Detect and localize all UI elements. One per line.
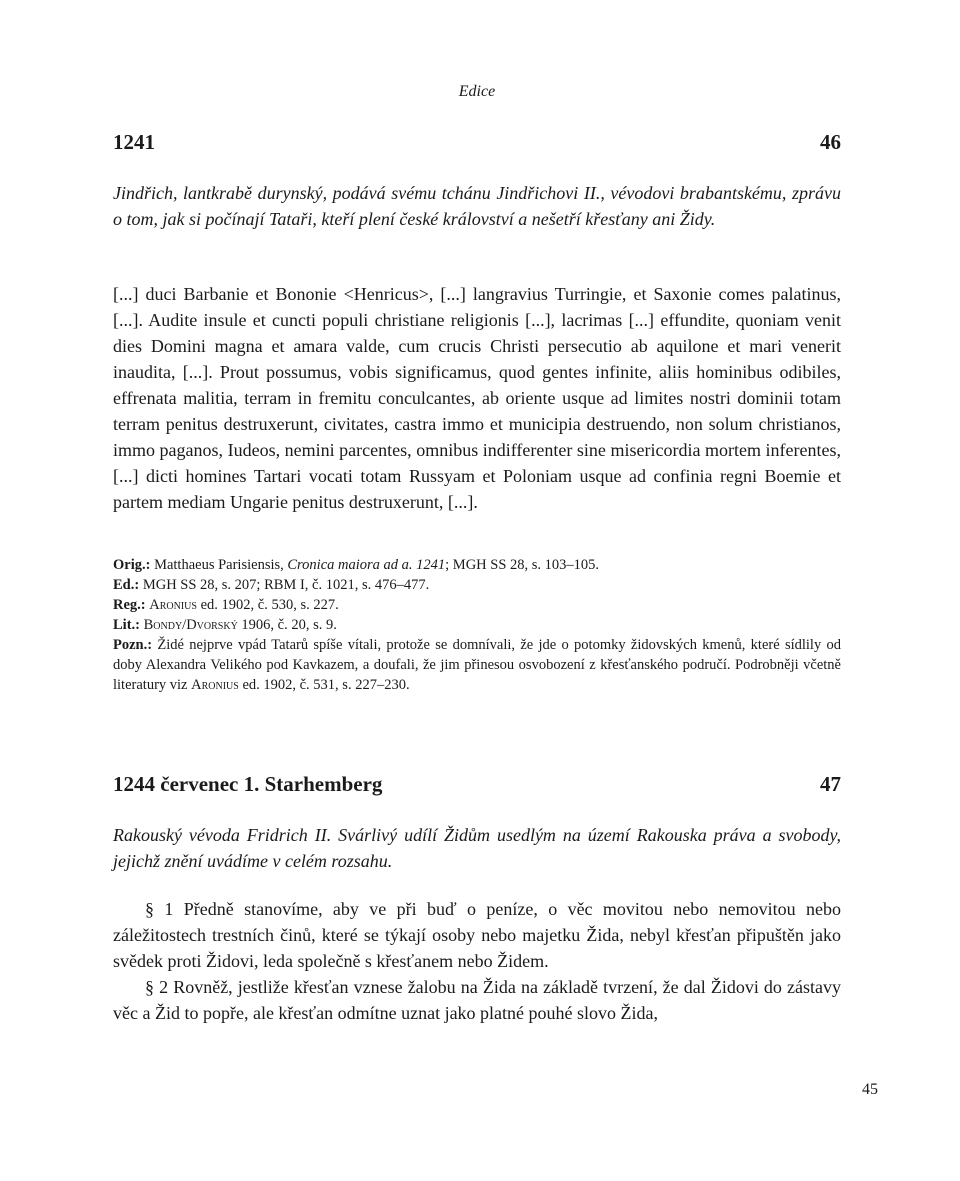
entry-46-number: 46 xyxy=(820,130,841,154)
entry-47-text xyxy=(113,896,841,1026)
apparatus-orig xyxy=(113,555,841,575)
page-content xyxy=(113,0,841,1181)
entry-47-regest: Rakouský vévoda Fridrich II. Svárlivý udílí Židům usedlým na území Rakouska práva a svobody, jejichž znění uvádíme v celém rozsahu. xyxy=(113,825,841,871)
apparatus-pozn-post: ed. 1902, č. 531, s. 227–230. xyxy=(238,677,410,693)
entry-47-paragraph-2: § 2 Rovněž, jestliže křesťan vznese žalobu na Žida na základě tvrzení, že dal Židovi do zástavy věc a Žid to popře, ale křesťan odmítne uznat jako platné pouhé slovo Žida, xyxy=(113,977,841,1023)
apparatus-orig-pre: Matthaeus Parisiensis, xyxy=(154,557,288,573)
entry-46-apparatus xyxy=(113,555,841,695)
apparatus-reg xyxy=(113,595,841,615)
entry-47-heading xyxy=(113,772,841,797)
apparatus-pozn xyxy=(113,635,841,695)
apparatus-reg-author: Aronius xyxy=(149,597,197,613)
apparatus-lit-author: Bondy/Dvorský xyxy=(143,617,238,633)
apparatus-ed-text: MGH SS 28, s. 207; RBM I, č. 1021, s. 476–477. xyxy=(142,577,430,593)
apparatus-pozn-text: Židé nejprve vpád Tatarů spíše vítali, protože se domnívali, že jde o potomky židovských kmenů, které sídlily od doby Alexandra Velikého pod Kavkazem, a doufali, že jim přinesou osvobození z křesťanského područí. Podrobněji včetně literatury viz xyxy=(113,637,842,693)
apparatus-ed-label: Ed.: xyxy=(113,577,140,593)
entry-46-regest: Jindřich, lantkrabě durynský, podává svému tchánu Jindřichovi II., vévodovi brabantskému, zprávu o tom, jak si počínají Tataři, kteří plení české království a nešetří křesťany ani Židy. xyxy=(113,183,841,229)
entry-46-date: 1241 xyxy=(113,130,155,154)
apparatus-orig-title: Cronica maiora ad a. 1241 xyxy=(287,557,446,573)
apparatus-reg-text: ed. 1902, č. 530, s. 227. xyxy=(196,597,339,613)
apparatus-orig-post: ; MGH SS 28, s. 103–105. xyxy=(445,557,600,573)
apparatus-lit-label: Lit.: xyxy=(113,617,140,633)
page-number: 45 xyxy=(862,1081,878,1098)
entry-47-paragraph-1: § 1 Předně stanovíme, aby ve při buď o peníze, o věc movitou nebo nemovitou nebo záležitostech trestních činů, které se týkají osoby nebo majetku Žida, nebyl křesťan připuštěn jako svědek proti Židovi, leda společně s křesťanem nebo Židem. xyxy=(113,899,841,971)
running-head: Edice xyxy=(458,83,496,100)
apparatus-ed xyxy=(113,575,841,595)
entry-46-heading xyxy=(113,130,841,155)
apparatus-lit xyxy=(113,615,841,635)
apparatus-pozn-author: Aronius xyxy=(191,677,239,693)
apparatus-lit-text: 1906, č. 20, s. 9. xyxy=(237,617,337,633)
entry-47-number: 47 xyxy=(820,772,841,796)
apparatus-reg-label: Reg.: xyxy=(113,597,146,613)
apparatus-pozn-label: Pozn.: xyxy=(113,637,153,653)
entry-47-date: 1244 červenec 1. Starhemberg xyxy=(113,772,383,796)
apparatus-orig-label: Orig.: xyxy=(113,557,151,573)
entry-46-text: [...] duci Barbanie et Bononie <Henricus>, [...] langravius Turringie, et Saxonie comes palatinus, [...]. Audite insule et cuncti populi christiane religionis [...], lacrimas [...] effundite, quoniam venit dies Domini magna et amara valde, cum crucis Christi persecutio ab aquilone et mari venerit inaudita, [...]. Prout possumus, vobis significamus, quod gentes infinite, aliis hominibus odibiles, effrenata malitia, terram in fremitu conculcantes, ab oriente usque ad limites nostri dominii totam terram penitus destruxerunt, civitates, castra immo et municipia destruendo, non solum christianos, immo paganos, Iudeos, nemini parcentes, omnibus indifferenter sine misericordia mortem inferentes, [...] dicti homines Tartari vocati totam Russyam et Poloniam usque ad confinia regni Boemie et partem mediam Ungarie penitus destruxerunt, [...]. xyxy=(113,284,841,512)
